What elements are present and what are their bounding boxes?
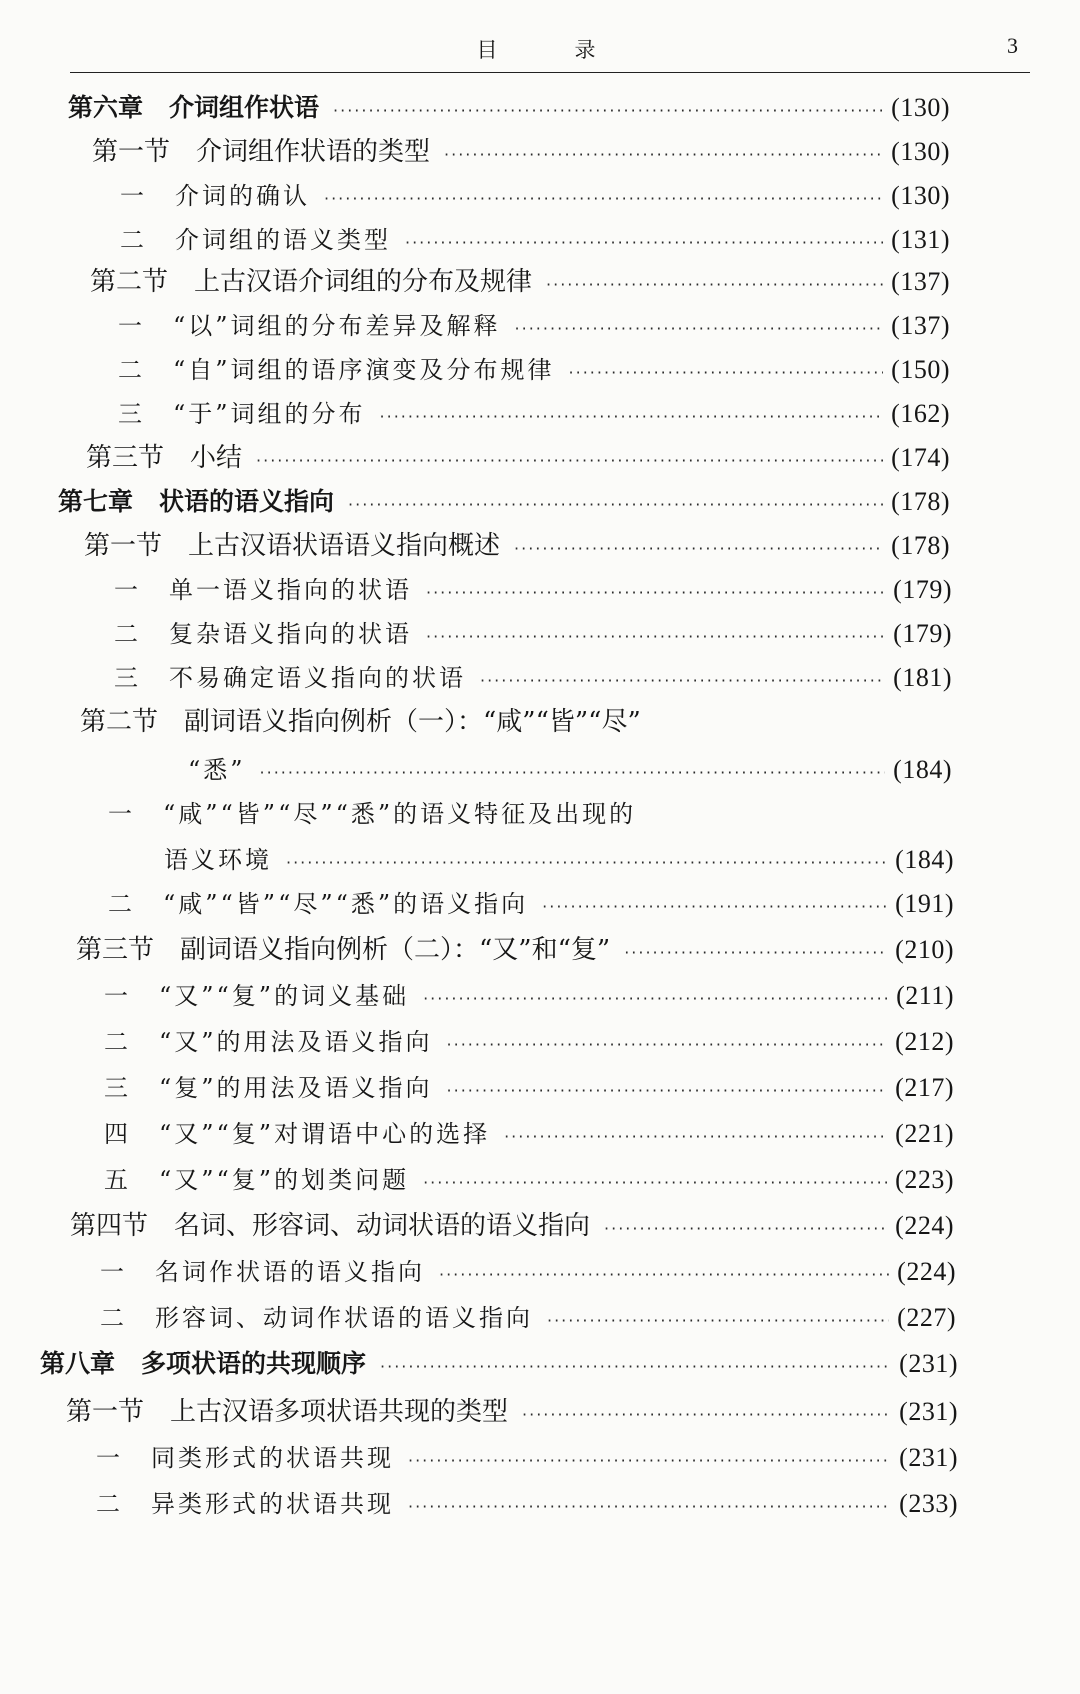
toc-entry-number: 第二节	[80, 707, 159, 737]
toc-row	[66, 1392, 958, 1432]
toc-page-reference: (130)	[891, 93, 950, 122]
dot-leader	[547, 1301, 889, 1341]
dot-leader	[447, 1071, 888, 1111]
toc-row	[80, 702, 641, 742]
toc-entry-title: 介词组的语义类型	[175, 226, 391, 254]
toc-row	[90, 262, 950, 302]
toc-page-reference: (231)	[899, 1349, 958, 1378]
toc-entry-title: 介词组作状语的类型	[196, 137, 431, 167]
dot-leader	[444, 135, 883, 175]
toc-page-reference: (223)	[895, 1165, 954, 1194]
toc-row	[104, 1160, 954, 1200]
toc-entry-number: 一	[108, 800, 135, 828]
toc-entry-title: 介词的确认	[175, 182, 310, 210]
toc-entry-title: 不易确定语义指向的状语	[169, 664, 466, 692]
toc-entry-title: 小结	[190, 443, 243, 473]
toc-row	[84, 526, 950, 566]
toc-row	[188, 750, 952, 790]
toc-entry	[114, 570, 952, 610]
toc-row	[114, 570, 952, 610]
toc-entry-number: 二	[100, 1304, 127, 1332]
toc-entry	[70, 1206, 954, 1246]
toc-page-reference: (150)	[891, 355, 950, 384]
dot-leader	[480, 661, 885, 701]
dot-leader	[408, 1487, 891, 1527]
toc-entry	[96, 1484, 958, 1524]
toc-entry-number: 一	[100, 1258, 127, 1286]
toc-entry	[66, 1392, 958, 1432]
toc-entry	[58, 482, 950, 522]
toc-entry-number: 一	[96, 1444, 123, 1472]
toc-row	[104, 976, 954, 1016]
toc-entry	[104, 1022, 954, 1062]
toc-entry-title: “又”“复”的划类问题	[159, 1166, 410, 1194]
toc-entry-title: “又”的用法及语义指向	[159, 1028, 433, 1056]
toc-page-reference: (130)	[891, 181, 950, 210]
toc-entry	[120, 220, 950, 260]
toc-entry-title: 上古汉语介词组的分布及规律	[194, 267, 533, 297]
toc-row	[100, 1252, 956, 1292]
toc-entry-title: 名词、形容词、动词状语的语义指向	[174, 1211, 591, 1241]
toc-entry-title: “咸”“皆”“尽”“悉”的语义指向	[163, 890, 529, 918]
toc-row	[70, 1206, 954, 1246]
toc-entry-number: 五	[104, 1166, 131, 1194]
toc-page-reference: (184)	[893, 755, 952, 784]
toc-entry	[118, 350, 950, 390]
toc-row	[108, 884, 954, 924]
toc-entry-title: 上古汉语状语语义指向概述	[188, 531, 501, 561]
toc-page-reference: (217)	[895, 1073, 954, 1102]
dot-leader	[504, 1117, 887, 1157]
toc-row	[118, 350, 950, 390]
dot-leader	[408, 1441, 891, 1481]
toc-entry	[164, 840, 954, 880]
toc-entry-number: 二	[108, 890, 135, 918]
toc-entry-title: 同类形式的状语共现	[151, 1444, 394, 1472]
dot-leader	[514, 529, 883, 569]
toc-row	[120, 220, 950, 260]
toc-row	[68, 88, 950, 128]
toc-entry	[114, 658, 952, 698]
toc-entry-title: 副词语义指向例析（二）：“又”和“复”	[180, 935, 611, 965]
toc-row	[114, 658, 952, 698]
toc-row	[108, 794, 636, 834]
toc-entry	[80, 702, 641, 742]
toc-page-reference: (221)	[895, 1119, 954, 1148]
toc-entry	[104, 1068, 954, 1108]
toc-page-reference: (231)	[899, 1443, 958, 1472]
toc-page-reference: (191)	[895, 889, 954, 918]
dot-leader	[260, 753, 886, 793]
toc-entry-title: “于”词组的分布	[173, 400, 366, 428]
dot-leader	[604, 1209, 887, 1249]
toc-entry-title: “咸”“皆”“尽”“悉”的语义特征及出现的	[163, 800, 637, 828]
toc-row	[100, 1298, 956, 1338]
toc-page-reference: (210)	[895, 935, 954, 964]
toc-entry-number: 第三节	[86, 443, 165, 473]
dot-leader	[256, 441, 883, 481]
toc-entry-number: 一	[114, 576, 141, 604]
toc-entry-title: 形容词、动词作状语的语义指向	[155, 1304, 533, 1332]
toc-entry	[90, 262, 950, 302]
toc-entry-number: 第四节	[70, 1211, 149, 1241]
dot-leader	[286, 843, 887, 883]
toc-page-reference: (231)	[899, 1397, 958, 1426]
toc-entry	[108, 794, 636, 834]
toc-row	[58, 482, 950, 522]
toc-row	[104, 1022, 954, 1062]
dot-leader	[405, 223, 883, 263]
header-rule	[70, 72, 1030, 73]
toc-row	[86, 438, 950, 478]
toc-entry	[118, 394, 950, 434]
dot-leader	[515, 309, 884, 349]
toc-entry-title: 复杂语义指向的状语	[169, 620, 412, 648]
toc-entry-number: 第二节	[90, 267, 169, 297]
dot-leader	[348, 485, 883, 525]
toc-row	[118, 394, 950, 434]
toc-entry	[100, 1298, 956, 1338]
toc-page-reference: (178)	[891, 487, 950, 516]
toc-entry	[84, 526, 950, 566]
dot-leader	[423, 979, 888, 1019]
toc-entry-title: 介词组作状语	[169, 93, 320, 122]
toc-row	[120, 176, 950, 216]
toc-entry-title: 上古汉语多项状语共现的类型	[170, 1397, 509, 1427]
toc-row	[104, 1114, 954, 1154]
dot-leader	[542, 887, 887, 927]
toc-page-reference: (178)	[891, 531, 950, 560]
toc-entry-number: 二	[120, 226, 147, 254]
toc-row	[92, 132, 950, 172]
dot-leader	[546, 265, 883, 305]
toc-entry-number: 一	[120, 182, 147, 210]
toc-entry-number: 二	[96, 1490, 123, 1518]
toc-entry-title: 名词作状语的语义指向	[155, 1258, 425, 1286]
toc-entry	[104, 976, 954, 1016]
toc-page-reference: (174)	[891, 443, 950, 472]
toc-page-reference: (233)	[899, 1489, 958, 1518]
toc-entry-number: 第三节	[76, 935, 155, 965]
toc-entry	[118, 306, 950, 346]
toc-entry-title: “自”词组的语序演变及分布规律	[173, 356, 555, 384]
toc-entry	[104, 1160, 954, 1200]
toc-entry-title: 多项状语的共现顺序	[141, 1349, 367, 1378]
toc-entry-title: 单一语义指向的状语	[169, 576, 412, 604]
dot-leader	[522, 1395, 891, 1435]
dot-leader	[324, 179, 883, 219]
dot-leader	[447, 1025, 888, 1065]
toc-row	[76, 930, 954, 970]
running-head-title: 目 录	[476, 38, 624, 62]
toc-page-reference: (184)	[895, 845, 954, 874]
toc-entry-number: 一	[104, 982, 131, 1010]
toc-entry	[108, 884, 954, 924]
toc-entry-title: 副词语义指向例析（一）：“咸”“皆”“尽”	[184, 707, 641, 737]
dot-leader	[439, 1255, 889, 1295]
toc-entry	[188, 750, 952, 790]
toc-page-reference: (130)	[891, 137, 950, 166]
toc-entry	[100, 1252, 956, 1292]
toc-entry	[120, 176, 950, 216]
toc-entry-number: 二	[118, 356, 145, 384]
toc-entry-number: 一	[118, 312, 145, 340]
toc-row	[118, 306, 950, 346]
toc-entry-number: 第六章	[68, 93, 144, 122]
toc-row	[96, 1438, 958, 1478]
toc-row	[164, 840, 954, 880]
dot-leader	[380, 1347, 891, 1387]
toc-entry	[86, 438, 950, 478]
toc-entry-title: “又”“复”对谓语中心的选择	[159, 1120, 491, 1148]
toc-entry	[96, 1438, 958, 1478]
toc-entry-number: 第七章	[58, 487, 134, 516]
toc-entry-title: “悉”	[188, 756, 246, 784]
toc-entry-number: 三	[114, 664, 141, 692]
toc-entry-number: 第一节	[84, 531, 163, 561]
dot-leader	[624, 933, 887, 973]
toc-entry-number: 三	[104, 1074, 131, 1102]
toc-page-reference: (137)	[891, 311, 950, 340]
toc-entry-number: 三	[118, 400, 145, 428]
toc-row	[114, 614, 952, 654]
dot-leader	[426, 617, 885, 657]
dot-leader	[569, 353, 884, 393]
running-head	[70, 30, 1030, 76]
dot-leader	[426, 573, 885, 613]
toc-entry-title: “复”的用法及语义指向	[159, 1074, 433, 1102]
toc-entry-number: 第一节	[92, 137, 171, 167]
toc-row	[104, 1068, 954, 1108]
toc-entry-number: 第一节	[66, 1397, 145, 1427]
toc-entry-number: 二	[114, 620, 141, 648]
toc-page-reference: (137)	[891, 267, 950, 296]
toc-page-reference: (179)	[893, 619, 952, 648]
toc-entry-number: 二	[104, 1028, 131, 1056]
page-number: 3	[1007, 33, 1018, 58]
toc-entry-title: “又”“复”的词义基础	[159, 982, 410, 1010]
toc-page-reference: (224)	[897, 1257, 956, 1286]
toc-entry	[76, 930, 954, 970]
toc-entry-number: 第八章	[40, 1349, 116, 1378]
toc-page-reference: (224)	[895, 1211, 954, 1240]
toc-page-reference: (162)	[891, 399, 950, 428]
dot-leader	[333, 91, 883, 131]
toc-entry	[68, 88, 950, 128]
toc-entry-number: 四	[104, 1120, 131, 1148]
dot-leader	[380, 397, 884, 437]
toc-entry-title: 语义环境	[164, 846, 272, 874]
toc-entry	[114, 614, 952, 654]
toc-page-reference: (181)	[893, 663, 952, 692]
toc-page-reference: (179)	[893, 575, 952, 604]
toc-entry	[40, 1344, 958, 1384]
toc-page-reference: (227)	[897, 1303, 956, 1332]
toc-entry-title: “以”词组的分布差异及解释	[173, 312, 501, 340]
toc-page-reference: (131)	[891, 225, 950, 254]
toc-page-reference: (211)	[896, 981, 954, 1010]
toc-row	[96, 1484, 958, 1524]
toc-page-reference: (212)	[895, 1027, 954, 1056]
toc-entry	[104, 1114, 954, 1154]
toc-entry-title: 异类形式的状语共现	[151, 1490, 394, 1518]
toc-entry	[92, 132, 950, 172]
toc-entry-title: 状语的语义指向	[159, 487, 335, 516]
dot-leader	[423, 1163, 887, 1203]
toc-row	[40, 1344, 958, 1384]
